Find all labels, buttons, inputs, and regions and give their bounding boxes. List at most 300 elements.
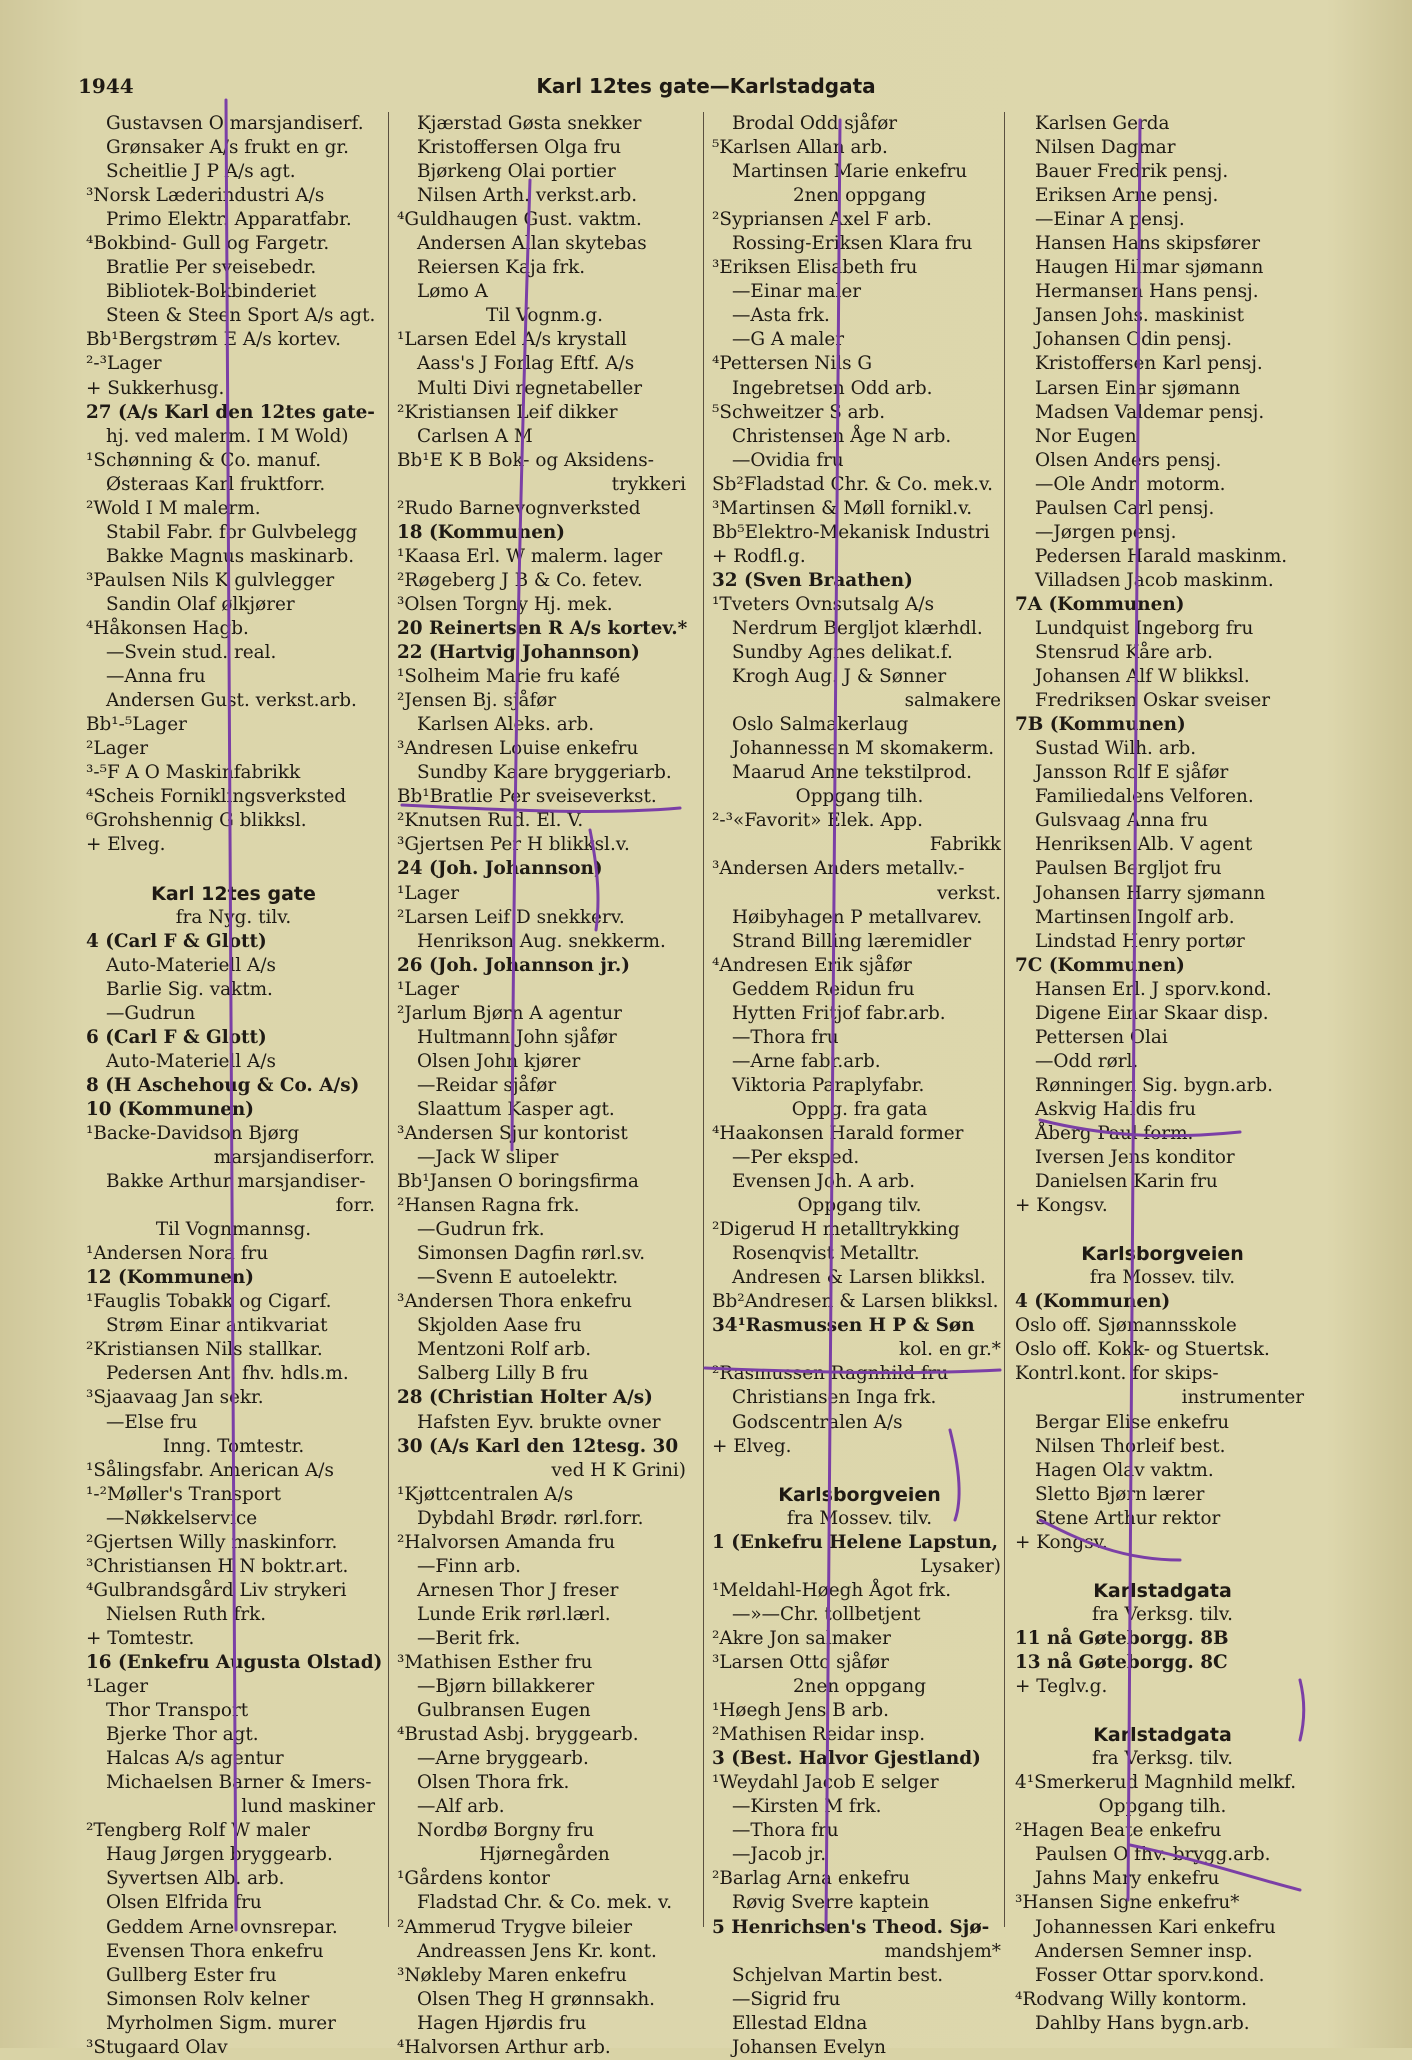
directory-entry: Carlsen A M bbox=[417, 425, 533, 447]
directory-entry: —»—Chr. tollbetjent bbox=[732, 1603, 921, 1625]
directory-entry: ³Andersen Sjur kontorist bbox=[397, 1122, 628, 1144]
directory-entry: ⁴Halvorsen Arthur arb. bbox=[397, 2036, 611, 2058]
directory-entry: Hermansen Hans pensj. bbox=[1035, 281, 1259, 303]
directory-entry: ²Barlag Arna enkefru bbox=[712, 1868, 911, 1890]
directory-entry: Brodal Odd sjåfør bbox=[732, 113, 898, 134]
directory-entry: ³-⁵F A O Maskinfabrikk bbox=[86, 762, 301, 784]
directory-entry: mandshjem* bbox=[884, 1940, 1001, 1962]
directory-entry: ¹Fauglis Tobakk og Cigarf. bbox=[86, 1291, 332, 1313]
directory-entry: ⁶Grohshennig G blikksl. bbox=[86, 810, 307, 832]
directory-entry: Sandin Olaf ølkjører bbox=[106, 593, 295, 615]
directory-entry: —Einar maler bbox=[732, 281, 862, 303]
directory-entry: + Rodfl.g. bbox=[712, 545, 806, 567]
directory-entry: 30 (A/s Karl den 12tesg. 30 bbox=[397, 1435, 679, 1457]
directory-entry: 12 (Kommunen) bbox=[86, 1267, 254, 1289]
directory-entry: Hansen Hans skipsfører bbox=[1035, 233, 1261, 255]
directory-entry: Lundquist Ingeborg fru bbox=[1035, 617, 1254, 639]
directory-entry: Larsen Einar sjømann bbox=[1035, 377, 1241, 399]
directory-entry: fra Nyg. tilv. bbox=[175, 906, 292, 928]
directory-entry: ⁴Haakonsen Harald former bbox=[712, 1122, 964, 1144]
directory-entry: ¹Lager bbox=[397, 882, 459, 904]
directory-entry: Stensrud Kåre arb. bbox=[1035, 642, 1214, 664]
directory-entry: ²Rudo Barnevognverksted bbox=[397, 497, 641, 519]
directory-entry: —Alf arb. bbox=[417, 1796, 505, 1818]
directory-entry: 4 (Carl F & Glott) bbox=[86, 930, 267, 952]
directory-entry: ³Nøkleby Maren enkefru bbox=[397, 1964, 627, 1986]
directory-entry: Andersen Allan skytebas bbox=[417, 233, 647, 255]
directory-entry: Gustavsen O marsjandiserf. bbox=[106, 113, 364, 134]
directory-entry: Sustad Wilh. arb. bbox=[1035, 738, 1197, 760]
directory-entry: Gulsvaag Anna fru bbox=[1035, 810, 1209, 832]
directory-entry: Dahlby Hans bygn.arb. bbox=[1035, 2012, 1250, 2034]
directory-entry: ¹Tveters Ovnsutsalg A/s bbox=[712, 593, 935, 615]
directory-entry: Evensen Thora enkefru bbox=[106, 1940, 324, 1962]
directory-entry: Fredriksen Oskar sveiser bbox=[1035, 690, 1271, 712]
directory-entry: Jansson Rolf E sjåfør bbox=[1035, 762, 1229, 784]
directory-entry: ²Rasmussen Ragnhild fru bbox=[712, 1363, 949, 1385]
directory-entry: Multi Divi regnetabeller bbox=[417, 377, 643, 399]
directory-entry: forr. bbox=[335, 1195, 375, 1217]
directory-entry: Bb¹-⁵Lager bbox=[86, 714, 187, 736]
directory-entry: fra Mossev. tilv. bbox=[786, 1507, 933, 1529]
directory-entry: Christiansen Inga frk. bbox=[732, 1387, 937, 1409]
directory-entry: —Arne fabr.arb. bbox=[732, 1050, 881, 1072]
directory-entry: Salberg Lilly B fru bbox=[417, 1363, 589, 1385]
directory-entry: Karlsborgveien bbox=[1081, 1243, 1244, 1266]
directory-entry: Bb⁵Elektro-Mekanisk Industri bbox=[712, 521, 990, 543]
directory-entry: Geddem Reidun fru bbox=[732, 978, 915, 1000]
directory-entry: 27 (A/s Karl den 12tes gate- bbox=[86, 401, 375, 423]
directory-entry: Arnesen Thor J freser bbox=[417, 1579, 619, 1601]
directory-entry: —G A maler bbox=[732, 329, 845, 351]
directory-entry: Sundby Agnes delikat.f. bbox=[732, 642, 953, 664]
directory-entry: fra Verksg. tilv. bbox=[1092, 1748, 1233, 1770]
directory-entry: Askvig Haldis fru bbox=[1035, 1098, 1197, 1120]
directory-entry: —Asta frk. bbox=[732, 305, 830, 327]
directory-entry: + Kongsv. bbox=[1015, 1195, 1108, 1217]
directory-entry: Aass's J Forlag Eftf. A/s bbox=[417, 353, 635, 375]
directory-entry: Henriksen Alb. V agent bbox=[1035, 834, 1253, 856]
directory-entry: lund maskiner bbox=[241, 1796, 375, 1818]
directory-entry: Myrholmen Sigm. murer bbox=[106, 2012, 336, 2034]
directory-entry: + Elveg. bbox=[86, 834, 166, 856]
directory-entry: 20 Reinertsen R A/s kortev.* bbox=[397, 617, 688, 639]
directory-entry: ³Christiansen H N boktr.art. bbox=[86, 1555, 349, 1577]
directory-entry: —Odd rørl. bbox=[1035, 1050, 1139, 1072]
directory-entry: Hytten Fritjof fabr.arb. bbox=[732, 1002, 946, 1024]
directory-entry: Olsen Theg H grønnsakh. bbox=[417, 1988, 656, 2010]
directory-entry: ved H K Grini) bbox=[551, 1459, 686, 1481]
directory-entry: ¹Andersen Nora fru bbox=[86, 1243, 269, 1265]
directory-entry: ⁴Guldhaugen Gust. vaktm. bbox=[397, 209, 642, 231]
directory-entry: Ingebretsen Odd arb. bbox=[732, 377, 933, 399]
directory-entry: Steen & Steen Sport A/s agt. bbox=[106, 305, 376, 327]
directory-entry: Iversen Jens konditor bbox=[1035, 1147, 1235, 1169]
directory-entry: Lømo A bbox=[417, 281, 488, 303]
directory-entry: verkst. bbox=[937, 882, 1001, 904]
directory-entry: Andreassen Jens Kr. kont. bbox=[417, 1940, 657, 1962]
directory-entry: ³Andersen Thora enkefru bbox=[397, 1291, 632, 1313]
directory-entry: ²-³Lager bbox=[86, 353, 162, 375]
directory-entry: Karlsborgveien bbox=[778, 1483, 941, 1506]
directory-entry: ¹Sålingsfabr. American A/s bbox=[86, 1459, 334, 1481]
directory-entry: Grønsaker A/s frukt en gr. bbox=[106, 137, 350, 159]
directory-entry: ¹-²Møller's Transport bbox=[86, 1483, 281, 1505]
directory-entry: —Berit frk. bbox=[417, 1627, 521, 1649]
directory-entry: Bergar Elise enkefru bbox=[1035, 1411, 1230, 1433]
directory-entry: —Anna fru bbox=[106, 666, 206, 688]
directory-entry: Paulsen Carl pensj. bbox=[1035, 497, 1215, 519]
directory-entry: instrumenter bbox=[1181, 1387, 1304, 1409]
directory-entry: 18 (Kommunen) bbox=[397, 521, 565, 543]
directory-entry: + Sukkerhusg. bbox=[86, 377, 225, 399]
directory-entry: ¹Høegh Jens B arb. bbox=[712, 1700, 889, 1722]
directory-entry: ⁵Schweitzer S arb. bbox=[712, 401, 886, 423]
directory-entry: Fabrikk bbox=[929, 834, 1001, 856]
directory-entry: fra Verksg. tilv. bbox=[1092, 1603, 1233, 1625]
directory-entry: 7C (Kommunen) bbox=[1015, 954, 1185, 976]
directory-entry: Oslo off. Kokk- og Stuertsk. bbox=[1015, 1339, 1270, 1361]
directory-entry: —Svenn E autoelektr. bbox=[417, 1267, 619, 1289]
directory-entry: Lysaker) bbox=[920, 1555, 1001, 1577]
directory-entry: —Gudrun bbox=[106, 1002, 196, 1024]
directory-entry: ²Knutsen Rud. El. V. bbox=[397, 810, 584, 832]
directory-entry: ³Andresen Louise enkefru bbox=[397, 738, 639, 760]
directory-entry: 7B (Kommunen) bbox=[1015, 714, 1186, 736]
directory-entry: Jahns Mary enkefru bbox=[1035, 1868, 1220, 1890]
directory-entry: Slaattum Kasper agt. bbox=[417, 1098, 615, 1120]
directory-entry: Bb¹E K B Bok- og Aksidens- bbox=[397, 449, 654, 471]
directory-entry: Strand Billing læremidler bbox=[732, 930, 972, 952]
directory-entry: ³Sjaavaag Jan sekr. bbox=[86, 1387, 264, 1409]
directory-entry: Hultmann John sjåfør bbox=[417, 1026, 617, 1048]
directory-entry: Karlsen Aleks. arb. bbox=[417, 714, 595, 736]
directory-entry: Karlstadgata bbox=[1093, 1579, 1232, 1602]
directory-entry: —Finn arb. bbox=[417, 1555, 521, 1577]
directory-entry: —Sigrid fru bbox=[732, 1988, 841, 2010]
directory-entry: Maarud Anne tekstilprod. bbox=[732, 762, 972, 784]
directory-entry: salmakere bbox=[904, 690, 1001, 712]
directory-entry: Lunde Erik rørl.lærl. bbox=[417, 1603, 611, 1625]
directory-entry: Rossing-Eriksen Klara fru bbox=[732, 233, 973, 255]
directory-entry: —Gudrun frk. bbox=[417, 1219, 545, 1241]
directory-entry: + Teglv.g. bbox=[1015, 1676, 1108, 1698]
directory-entry: ¹Kaasa Erl. W malerm. lager bbox=[397, 545, 663, 567]
directory-entry: —Kirsten M frk. bbox=[732, 1796, 882, 1818]
directory-entry: —Ole Andr. motorm. bbox=[1035, 473, 1226, 495]
directory-entry: kol. en gr.* bbox=[899, 1339, 1001, 1361]
directory-entry: —Einar A pensj. bbox=[1035, 209, 1185, 231]
directory-entry: Bjerke Thor agt. bbox=[106, 1724, 259, 1746]
directory-entry: Reiersen Kaja frk. bbox=[417, 257, 586, 279]
directory-entry: fra Mossev. tilv. bbox=[1089, 1267, 1236, 1289]
directory-entry: Evensen Joh. A arb. bbox=[732, 1171, 916, 1193]
directory-entry: ³Gjertsen Per H blikksl.v. bbox=[397, 834, 630, 856]
directory-entry: ³Stugaard Olav bbox=[86, 2036, 228, 2058]
directory-entry: Bb²Andresen & Larsen blikksl. bbox=[712, 1291, 999, 1313]
directory-entry: + Tomtestr. bbox=[86, 1627, 195, 1649]
directory-entry: marsjandiserforr. bbox=[213, 1147, 375, 1169]
directory-entry: Geddem Arne ovnsrepar. bbox=[106, 1916, 338, 1938]
directory-entry: Hagen Olav vaktm. bbox=[1035, 1459, 1214, 1481]
directory-entry: 8 (H Aschehoug & Co. A/s) bbox=[86, 1074, 360, 1096]
directory-entry: 24 (Joh. Johannson) bbox=[397, 858, 603, 880]
directory-entry: Martinsen Marie enkefru bbox=[732, 161, 968, 183]
directory-entry: 7A (Kommunen) bbox=[1015, 593, 1185, 615]
directory-entry: Gulbransen Eugen bbox=[417, 1700, 591, 1722]
directory-entry: 10 (Kommunen) bbox=[86, 1098, 254, 1120]
directory-entry: —Jacob jr. bbox=[732, 1844, 827, 1866]
directory-entry: 16 (Enkefru Augusta Olstad) bbox=[86, 1652, 383, 1673]
directory-entry: ³Hansen Signe enkefru* bbox=[1015, 1892, 1240, 1914]
directory-entry: —Arne bryggearb. bbox=[417, 1748, 589, 1770]
directory-entry: Bb¹Jansen O boringsfirma bbox=[397, 1171, 639, 1193]
directory-entry: ²Kristiansen Nils stallkar. bbox=[86, 1339, 323, 1361]
directory-entry: 11 nå Gøteborgg. 8B bbox=[1015, 1627, 1229, 1649]
running-head: Karl 12tes gate—Karlstadgata bbox=[536, 74, 876, 98]
directory-entry: Familiedalens Velforen. bbox=[1035, 786, 1254, 808]
directory-entry: ²Halvorsen Amanda fru bbox=[397, 1531, 616, 1553]
directory-entry: Paulsen O fhv. brygg.arb. bbox=[1035, 1844, 1271, 1866]
directory-entry: ²Larsen Leif D snekkerv. bbox=[397, 906, 625, 928]
directory-entry: 3 (Best. Halvor Gjestland) bbox=[712, 1748, 981, 1770]
directory-entry: ³Paulsen Nils K gulvlegger bbox=[86, 569, 335, 591]
directory-entry: Johansen Alf W blikksl. bbox=[1035, 666, 1250, 688]
directory-entry: ⁴Brustad Asbj. bryggearb. bbox=[397, 1724, 639, 1746]
directory-entry: Stene Arthur rektor bbox=[1035, 1507, 1221, 1529]
directory-entry: Johansen Evelyn bbox=[732, 2036, 886, 2058]
directory-entry: 4¹Smerkerud Magnhild melkf. bbox=[1015, 1772, 1297, 1794]
directory-entry: ²Ammerud Trygve bileier bbox=[397, 1916, 632, 1938]
directory-entry: Nilsen Dagmar bbox=[1035, 137, 1176, 159]
directory-entry: Andresen & Larsen blikksl. bbox=[732, 1267, 986, 1289]
directory-entry: ¹Meldahl-Høegh Ågot frk. bbox=[712, 1579, 952, 1601]
directory-entry: —Per eksped. bbox=[732, 1147, 860, 1169]
directory-entry: ⁵Karlsen Allan arb. bbox=[712, 137, 888, 159]
directory-entry: Bakke Magnus maskinarb. bbox=[106, 545, 355, 567]
directory-entry: Krogh Aug. J & Sønner bbox=[732, 666, 947, 688]
directory-entry: Olsen John kjører bbox=[417, 1050, 581, 1072]
directory-entry: Bb¹Bergstrøm E A/s kortev. bbox=[86, 329, 341, 351]
directory-entry: Eriksen Arne pensj. bbox=[1035, 185, 1219, 207]
directory-entry: Johannessen Kari enkefru bbox=[1035, 1916, 1276, 1938]
directory-entry: ²Hagen Beate enkefru bbox=[1015, 1820, 1222, 1842]
directory-entry: Østeraas Karl fruktforr. bbox=[106, 473, 326, 495]
directory-entry: Andersen Gust. verkst.arb. bbox=[106, 690, 357, 712]
directory-entry: 22 (Hartvig Johannson) bbox=[397, 642, 640, 664]
directory-entry: Rosenqvist Metalltr. bbox=[732, 1243, 920, 1265]
page-number: 1944 bbox=[78, 74, 134, 98]
directory-entry: ³Olsen Torgny Hj. mek. bbox=[397, 593, 613, 615]
directory-entry: ¹Weydahl Jacob E selger bbox=[712, 1772, 939, 1794]
directory-entry: Bratlie Per sveisebedr. bbox=[106, 257, 317, 279]
directory-entry: Sundby Kaare bryggeriarb. bbox=[417, 762, 672, 784]
directory-entry: Sletto Bjørn lærer bbox=[1035, 1483, 1205, 1505]
directory-entry: ¹Gårdens kontor bbox=[397, 1868, 550, 1890]
directory-entry: Nilsen Arth. verkst.arb. bbox=[417, 185, 638, 207]
directory-entry: Oppg. fra gata bbox=[791, 1098, 928, 1120]
directory-entry: —Bjørn billakkerer bbox=[417, 1676, 595, 1698]
directory-entry: Primo Elektr. Apparatfabr. bbox=[106, 209, 352, 231]
directory-entry: Kontrl.kont. for skips- bbox=[1015, 1363, 1219, 1385]
directory-entry: Johansen Odin pensj. bbox=[1035, 329, 1233, 351]
directory-entry: Auto-Materiell A/s bbox=[106, 1050, 276, 1072]
directory-entry: Skjolden Aase fru bbox=[417, 1315, 582, 1337]
directory-entry: Kristoffersen Olga fru bbox=[417, 137, 622, 159]
directory-entry: Inng. Tomtestr. bbox=[162, 1435, 305, 1457]
directory-entry: Godscentralen A/s bbox=[732, 1411, 903, 1433]
directory-entry: ⁴Scheis Forniklingsverksted bbox=[86, 786, 347, 808]
directory-entry: Lindstad Henry portør bbox=[1035, 930, 1245, 952]
directory-entry: Barlie Sig. vaktm. bbox=[106, 978, 273, 1000]
directory-entry: ¹Kjøttcentralen A/s bbox=[397, 1483, 574, 1505]
directory-entry: Fosser Ottar sporv.kond. bbox=[1035, 1964, 1265, 1986]
directory-entry: 2nen oppgang bbox=[792, 1676, 927, 1698]
directory-entry: ²Kristiansen Leif dikker bbox=[397, 401, 618, 423]
directory-entry: ²-³«Favorit» Elek. App. bbox=[712, 810, 924, 832]
directory-entry: Haug Jørgen bryggearb. bbox=[106, 1844, 333, 1866]
directory-entry: Madsen Valdemar pensj. bbox=[1035, 401, 1265, 423]
directory-entry: Olsen Elfrida fru bbox=[106, 1892, 262, 1914]
directory-entry: Syvertsen Alb. arb. bbox=[106, 1868, 285, 1890]
directory-entry: ²Hansen Ragna frk. bbox=[397, 1195, 580, 1217]
directory-entry: Sb²Fladstad Chr. & Co. mek.v. bbox=[712, 473, 994, 495]
directory-entry: Bauer Fredrik pensj. bbox=[1035, 161, 1229, 183]
directory-entry: ³Norsk Læderindustri A/s bbox=[86, 185, 325, 207]
directory-entry: ²Akre Jon salmaker bbox=[712, 1627, 891, 1649]
directory-entry: —Thora fru bbox=[732, 1820, 839, 1842]
directory-entry: Viktoria Paraplyfabr. bbox=[732, 1074, 925, 1096]
directory-entry: Ellestad Eldna bbox=[732, 2012, 868, 2034]
directory-entry: Oslo off. Sjømannsskole bbox=[1015, 1315, 1237, 1337]
directory-entry: + Kongsv. bbox=[1015, 1531, 1108, 1553]
directory-entry: Nerdrum Bergljot klærhdl. bbox=[732, 617, 983, 639]
directory-entry: Jansen Johs. maskinist bbox=[1035, 305, 1245, 327]
directory-entry: Bb¹Bratlie Per sveiseverkst. bbox=[397, 786, 657, 808]
directory-entry: ⁴Bokbind- Gull og Fargetr. bbox=[86, 233, 330, 255]
directory-entry: Dybdahl Brødr. rørl.forr. bbox=[417, 1507, 644, 1529]
directory-entry: Digene Einar Skaar disp. bbox=[1035, 1002, 1269, 1024]
directory-entry: Villadsen Jacob maskinm. bbox=[1035, 569, 1274, 591]
directory-entry: 32 (Sven Braathen) bbox=[712, 569, 913, 591]
directory-entry: Henrikson Aug. snekkerm. bbox=[417, 930, 666, 952]
directory-entry: Oslo Salmakerlaug bbox=[732, 714, 909, 736]
directory-entry: ⁴Andresen Erik sjåfør bbox=[712, 954, 912, 976]
directory-entry: Nordbø Borgny fru bbox=[417, 1820, 595, 1842]
directory-entry: 13 nå Gøteborgg. 8C bbox=[1015, 1652, 1228, 1673]
directory-entry: ¹Lager bbox=[397, 978, 459, 1000]
directory-entry: ¹Larsen Edel A/s krystall bbox=[397, 329, 627, 351]
directory-entry: —Ovidia fru bbox=[732, 449, 844, 471]
directory-entry: Til Vognmannsg. bbox=[155, 1219, 312, 1241]
directory-entry: ¹Schønning & Co. manuf. bbox=[86, 449, 322, 471]
directory-entry: Bakke Arthur marsjandiser- bbox=[106, 1171, 366, 1193]
directory-entry: Nilsen Thorleif best. bbox=[1035, 1435, 1226, 1457]
directory-entry: Karlstadgata bbox=[1093, 1724, 1232, 1747]
directory-entry: Scheitlie J P A/s agt. bbox=[106, 161, 296, 183]
directory-entry: ⁴Rodvang Willy kontorm. bbox=[1015, 1988, 1247, 2010]
directory-entry: 4 (Kommunen) bbox=[1015, 1291, 1171, 1313]
directory-entry: Hjørnegården bbox=[479, 1844, 610, 1866]
directory-entry: Olsen Anders pensj. bbox=[1035, 449, 1222, 471]
directory-entry: —Jørgen pensj. bbox=[1035, 521, 1177, 543]
directory-entry: Stabil Fabr. for Gulvbelegg bbox=[106, 521, 358, 543]
directory-entry: ²Mathisen Reidar insp. bbox=[712, 1724, 926, 1746]
directory-entry: Pedersen Ant. fhv. hdls.m. bbox=[106, 1363, 349, 1385]
directory-entry: ³Eriksen Elisabeth fru bbox=[712, 257, 918, 279]
directory-entry: Høibyhagen P metallvarev. bbox=[732, 906, 983, 928]
directory-entry: ²Sypriansen Axel F arb. bbox=[712, 209, 932, 231]
directory-entry: Hafsten Eyv. brukte ovner bbox=[417, 1411, 661, 1433]
directory-entry: ²Wold I M malerm. bbox=[86, 497, 261, 519]
directory-entry: ²Røgeberg J B & Co. fetev. bbox=[397, 569, 643, 591]
directory-entry: trykkeri bbox=[611, 473, 686, 495]
directory-entry: 34¹Rasmussen H P & Søn bbox=[712, 1315, 975, 1337]
directory-entry: Røvig Sverre kaptein bbox=[732, 1892, 930, 1914]
directory-entry: Thor Transport bbox=[106, 1700, 249, 1722]
directory-entry: Nielsen Ruth frk. bbox=[106, 1603, 267, 1625]
directory-entry: Hansen Erl. J sporv.kond. bbox=[1035, 978, 1272, 1000]
directory-entry: Oppgang tilh. bbox=[795, 786, 924, 808]
directory-entry: Halcas A/s agentur bbox=[106, 1748, 284, 1770]
directory-entry: 5 Henrichsen's Theod. Sjø- bbox=[712, 1916, 990, 1938]
directory-entry: ²Tengberg Rolf W maler bbox=[86, 1820, 310, 1842]
directory-entry: Pedersen Harald maskinm. bbox=[1035, 545, 1288, 567]
directory-entry: ²Lager bbox=[86, 738, 148, 760]
directory-entry: ¹Backe-Davidson Bjørg bbox=[86, 1122, 300, 1144]
directory-entry: Kjærstad Gøsta snekker bbox=[417, 113, 642, 134]
directory-entry: 2nen oppgang bbox=[792, 185, 927, 207]
directory-entry: ²Digerud H metalltrykking bbox=[712, 1219, 960, 1241]
directory-entry: —Reidar sjåfør bbox=[417, 1074, 557, 1096]
directory-entry: 26 (Joh. Johannson jr.) bbox=[397, 954, 630, 976]
directory-entry: 1 (Enkefru Helene Lapstun, bbox=[712, 1531, 999, 1553]
directory-entry: ³Martinsen & Møll fornikl.v. bbox=[712, 497, 973, 519]
directory-entry: —Jack W sliper bbox=[417, 1147, 559, 1169]
directory-entry: Karlsen Gerda bbox=[1035, 113, 1170, 134]
directory-entry: —Nøkkelservice bbox=[106, 1507, 258, 1529]
directory-entry: Simonsen Rolv kelner bbox=[106, 1988, 310, 2010]
directory-entry: Simonsen Dagfin rørl.sv. bbox=[417, 1243, 646, 1265]
directory-entry: —Svein stud. real. bbox=[106, 642, 277, 664]
directory-entry: Martinsen Ingolf arb. bbox=[1035, 906, 1235, 928]
directory-entry: Til Vognm.g. bbox=[485, 305, 604, 327]
directory-entry: Olsen Thora frk. bbox=[417, 1772, 570, 1794]
directory-entry: ⁴Gulbrandsgård Liv strykeri bbox=[86, 1579, 347, 1601]
directory-entry: Fladstad Chr. & Co. mek. v. bbox=[417, 1892, 673, 1914]
directory-entry: Oppgang tilh. bbox=[1098, 1796, 1227, 1818]
directory-entry: Andersen Semner insp. bbox=[1035, 1940, 1253, 1962]
directory-entry: Rønningen Sig. bygn.arb. bbox=[1035, 1074, 1273, 1096]
directory-entry: Kristoffersen Karl pensj. bbox=[1035, 353, 1263, 375]
directory-entry: Paulsen Bergljot fru bbox=[1035, 858, 1222, 880]
directory-entry: ²Gjertsen Willy maskinforr. bbox=[86, 1531, 338, 1553]
directory-entry: Hagen Hjørdis fru bbox=[417, 2012, 587, 2034]
directory-entry: Oppgang tilv. bbox=[797, 1195, 922, 1217]
directory-entry: Gullberg Ester fru bbox=[106, 1964, 277, 1986]
directory-entry: Åberg Paul form. bbox=[1035, 1122, 1194, 1144]
directory-entry: Karl 12tes gate bbox=[151, 882, 316, 905]
directory-entry: Johansen Harry sjømann bbox=[1035, 882, 1266, 904]
directory-entry: 6 (Carl F & Glott) bbox=[86, 1026, 267, 1048]
directory-entry: Mentzoni Rolf arb. bbox=[417, 1339, 592, 1361]
directory-entry: hj. ved malerm. I M Wold) bbox=[106, 425, 349, 447]
directory-entry: Bjørkeng Olai portier bbox=[417, 161, 616, 183]
directory-entry: ³Andersen Anders metallv.- bbox=[712, 858, 965, 880]
directory-entry: + Elveg. bbox=[712, 1435, 792, 1457]
directory-entry: ³Mathisen Esther fru bbox=[397, 1652, 593, 1673]
directory-entry: ⁴Håkonsen Hagb. bbox=[86, 617, 249, 639]
